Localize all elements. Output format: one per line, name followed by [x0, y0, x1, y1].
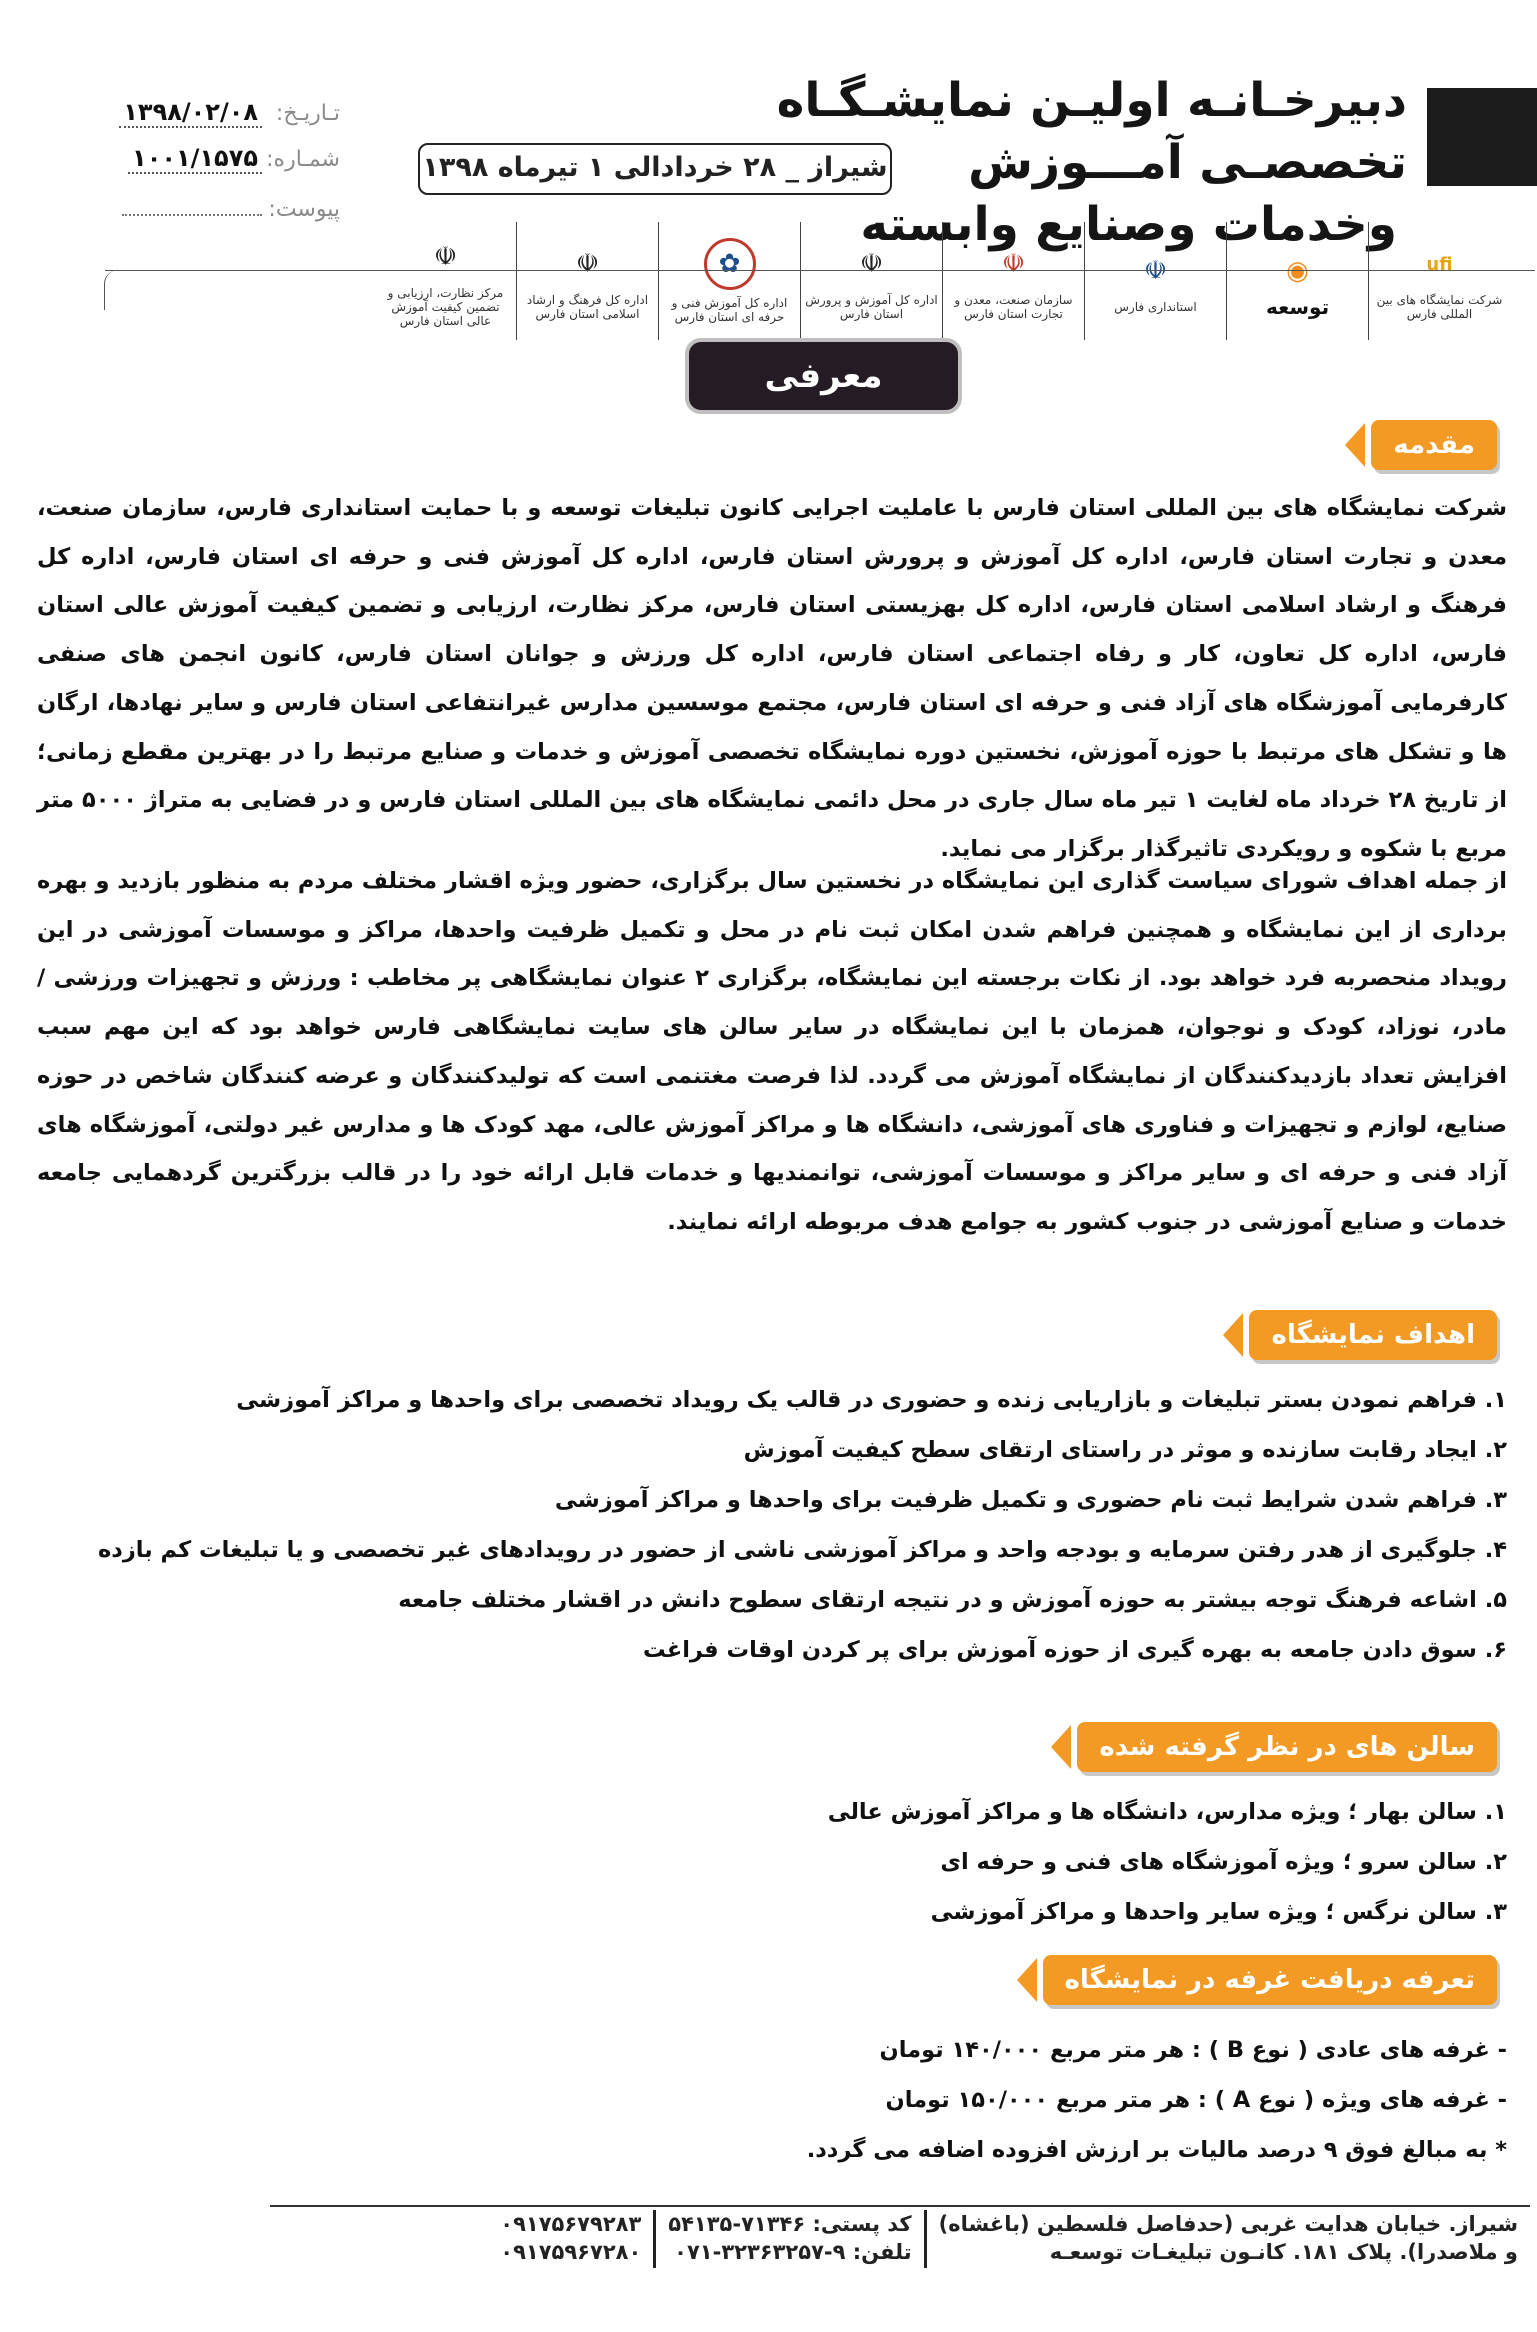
footer-address [924, 2210, 1530, 2268]
header-title-line1: دبیرخـانـه اولیـن نمایشـگـاه تخصصـی آمـــوزش [776, 73, 1407, 190]
section-title-intro: مقدمه [1371, 420, 1497, 470]
sponsor-caption-7: اداره کل فرهنگ و ارشاد اسلامی استان فارس [526, 293, 649, 321]
header-title-line2: وخدمات وصنایع وابسته [860, 197, 1397, 252]
section-title-prices: تعرفه دریافت غرفه در نمایشگاه [1043, 1955, 1497, 2005]
intro-paragraph-1: شرکت نمایشگاه های بین المللی استان فارس با عاملیت اجرایی کانون تبلیغات توسعه و با حمایت استانداری فارس، سازمان صنعت، معدن و تجارت استان فارس، اداره کل آموزش و پرورش استان فارس، اداره کل آموزش فنی و حرفه ای استان فارس، اداره کل فرهنگ و ارشاد اسلامی استان فارس، اداره کل بهزیستی استان فارس، مرکز نظارت، ارزیابی و تضمین کیفیت آموزش عالی استان فارس، اداره کل تعاون، کار و رفاه اجتماعی استان فارس، اداره کل ورزش و جوانان استان فارس، کانون انجمن های صنفی کارفرمایی آموزشگاه های آزاد فنی و حرفه ای استان فارس، مجتمع موسسین مدارس غیرانتفاعی استان فارس و سایر نهادها، ارگان ها و تشکل های مرتبط با حوزه آموزش، نخستین دوره نمایشگاه تخصصی آموزش و خدمات و صنایع مرتبط را در بهترین مقطع زمانی؛ از تاریخ ۲۸ خرداد ماه لغایت ۱ تیر ماه سال جاری در محل دائمی نمایشگاه های بین المللی استان فارس و در فضایی به متراژ ۵۰۰۰ متر مربع با شکوه و رویکردی تاثیرگذار برگزار می نماید. [37, 495, 1507, 862]
sponsor-logo-5 [800, 222, 942, 340]
section-header-prices [1017, 1955, 1497, 2005]
sponsor-caption-1: شرکت نمایشگاه های بین المللی فارس [1376, 293, 1503, 321]
footer-phone: تلفن: ۹-۳۲۳۶۳۲۵۷-۰۷۱ [674, 2240, 912, 2264]
event-date-box: شیراز _ ۲۸ خردادالی ۱ تیرماه ۱۳۹۸ [418, 143, 892, 195]
sponsor-logo-2 [1226, 222, 1368, 340]
footer-mobile-1: ۰۹۱۷۵۶۷۹۲۸۳ [500, 2212, 642, 2236]
sponsor-caption-8: مرکز نظارت، ارزیابی و تضمین کیفیت آموزش عالی استان فارس [387, 286, 504, 328]
footer-contact [270, 2210, 1530, 2268]
meta-attachment-blank [122, 190, 262, 216]
meta-attachment-label: پیوست: [268, 197, 340, 222]
price-note: * به مبالغ فوق ۹ درصد مالیات بر ارزش افزوده اضافه می گردد. [806, 2137, 1507, 2163]
section-header-intro [1345, 420, 1497, 470]
iran-emblem-icon: ☫ [859, 249, 884, 279]
sponsor-caption-6: اداره کل آموزش فنی و حرفه ای استان فارس [671, 296, 788, 324]
footer-rule [270, 2205, 1530, 2207]
frame-corner [104, 270, 121, 310]
sponsor-logo-4 [942, 222, 1084, 340]
prices-list [37, 2025, 1507, 2175]
footer-postal-phone [653, 2210, 923, 2268]
section-title-goals: اهداف نمایشگاه [1249, 1310, 1497, 1360]
footer-mobiles [488, 2210, 653, 2268]
section-arrow-icon [1345, 423, 1365, 467]
section-arrow-icon [1051, 1725, 1071, 1769]
goal-item: ۳. فراهم شدن شرایط ثبت نام حضوری و تکمیل ظرفیت برای واحدها و مراکز آموزشی [554, 1487, 1507, 1513]
main-title: معرفی نمایشگاه [685, 338, 962, 414]
header-corner-block [1427, 88, 1537, 186]
meta-number-row [100, 144, 340, 190]
tosee-logo-icon: ◉ [1286, 256, 1309, 286]
frame-top-rule [105, 270, 1535, 271]
goal-item: ۵. اشاعه فرهنگ توجه بیشتر به حوزه آموزش و در نتیجه ارتقای سطوح دانش در اقشار مختلف جامعه [398, 1587, 1507, 1613]
meta-date-value: ۱۳۹۸/۰۲/۰۸ [119, 98, 262, 128]
sponsor-caption-5: اداره کل آموزش و پرورش استان فارس [805, 293, 938, 321]
iran-emblem-icon: ☫ [1143, 256, 1168, 286]
meta-date-row [100, 98, 340, 144]
sponsor-logo-8 [375, 222, 516, 340]
price-item: - غرفه های عادی ( نوع B ) : هر متر مربع ۱۴۰/۰۰۰ تومان [879, 2037, 1507, 2063]
section-header-halls [1051, 1722, 1497, 1772]
halls-list [37, 1787, 1507, 1937]
intro-paragraph-2: از جمله اهداف شورای سیاست گذاری این نمایشگاه در نخستین سال برگزاری، حضور ویژه اقشار مختلف مردم به منظور بازدید و بهره برداری از این نمایشگاه و همچنین فراهم شدن امکان ثبت نام در محل و تکمیل ظرفیت واحدها، مراکز و موسسات آموزشی در این رویداد منحصربه فرد خواهد بود. از نکات برجسته این نمایشگاه، برگزاری ۲ عنوان نمایشگاهی پر مخاطب : ورزش و تجهیزات ورزشی / مادر، نوزاد، کودک و نوجوان، همزمان با این نمایشگاه در سایر سالن های سایت نمایشگاهی فارس خواهد بود که این مهم سبب افزایش تعداد بازدیدکنندگان از نمایشگاه آموزش می گردد. لذا فرصت مغتنمی است که تولیدکنندگان و عرضه کنندگان شاخص در حوزه صنایع، لوازم و تجهیزات و فناوری های آموزشی، دانشگاه ها و مراکز آموزش عالی، مهد کودک ها و مدارس غیر دولتی، آموزشگاه های آزاد فنی و حرفه ای و سایر مراکز و موسسات آموزشی، توانمندیها و خدمات قابل ارائه خود را در قالب بزرگترین گردهمایی جامعه خدمات و صنایع آموزشی در جنوب کشور به جوامع هدف مربوطه ارائه نمایند. [37, 868, 1507, 1235]
hall-item: ۲. سالن سرو ؛ ویژه آموزشگاه های فنی و حرفه ای [940, 1849, 1507, 1875]
section-arrow-icon [1017, 1958, 1037, 2002]
footer-address-line2: و ملاصدرا). پلاک ۱۸۱. کانـون تبلیغـات توسعـه [1049, 2240, 1518, 2264]
sponsor-logo-1 [1368, 222, 1510, 340]
sponsor-caption-4: سازمان صنعت، معدن و تجارت استان فارس [954, 293, 1073, 321]
iran-emblem-icon: ☫ [1001, 249, 1026, 279]
meta-attachment-row [100, 190, 340, 236]
section-arrow-icon [1223, 1313, 1243, 1357]
price-item: - غرفه های ویژه ( نوع A ) : هر متر مربع ۱۵۰/۰۰۰ تومان [885, 2087, 1507, 2113]
footer-mobile-2: ۰۹۱۷۵۹۶۷۲۸۰ [500, 2240, 642, 2264]
sponsor-logo-strip [375, 222, 1510, 340]
meta-number-value: ۱۰۰۱/۱۵۷۵ [128, 144, 262, 174]
goal-item: ۶. سوق دادن جامعه به بهره گیری از حوزه آموزش برای پر کردن اوقات فراغت [643, 1637, 1507, 1663]
sponsor-logo-3 [1084, 222, 1226, 340]
meta-date-label: تـاریـخ: [275, 101, 340, 126]
meta-number-label: شمـاره: [266, 147, 340, 172]
sponsor-logo-7 [516, 222, 658, 340]
goal-item: ۱. فراهم نمودن بستر تبلیغات و بازاریابی زنده و حضوری در قالب یک رویداد تخصصی برای واحدها و مراکز آموزشی [236, 1387, 1507, 1413]
iran-emblem-icon: ☫ [575, 249, 600, 279]
footer-address-line1: شیراز. خیابان هدایت غربی (حدفاصل فلسطین (باغشاه) [938, 2212, 1518, 2236]
tvto-logo-icon: ✿ [704, 238, 756, 290]
ufi-fiec-logo-icon: ufi [1426, 253, 1453, 275]
sponsor-logo-6 [658, 222, 800, 340]
section-title-halls: سالن های در نظر گرفته شده [1077, 1722, 1497, 1772]
hall-item: ۱. سالن بهار ؛ ویژه مدارس، دانشگاه ها و مراکز آموزش عالی [827, 1799, 1507, 1825]
sponsor-caption-3: استانداری فارس [1114, 300, 1197, 314]
goal-item: ۴. جلوگیری از هدر رفتن سرمایه و بودجه واحد و مراکز آموزشی ناشی از حضور در رویدادهای غیر تخصصی و یا تبلیغات کم بازده [97, 1537, 1507, 1563]
hall-item: ۳. سالن نرگس ؛ ویژه سایر واحدها و مراکز آموزشی [930, 1899, 1507, 1925]
footer-postal-code: کد پستی: ۷۱۳۴۶-۵۴۱۳۵ [668, 2212, 912, 2236]
iran-emblem-icon: ☫ [433, 242, 458, 272]
document-meta [100, 98, 340, 236]
sponsor-caption-2: توسعه [1265, 295, 1330, 319]
section-header-goals [1223, 1310, 1497, 1360]
goal-item: ۲. ایجاد رقابت سازنده و موثر در راستای ارتقای سطح کیفیت آموزش [743, 1437, 1507, 1463]
goals-list [37, 1375, 1507, 1675]
